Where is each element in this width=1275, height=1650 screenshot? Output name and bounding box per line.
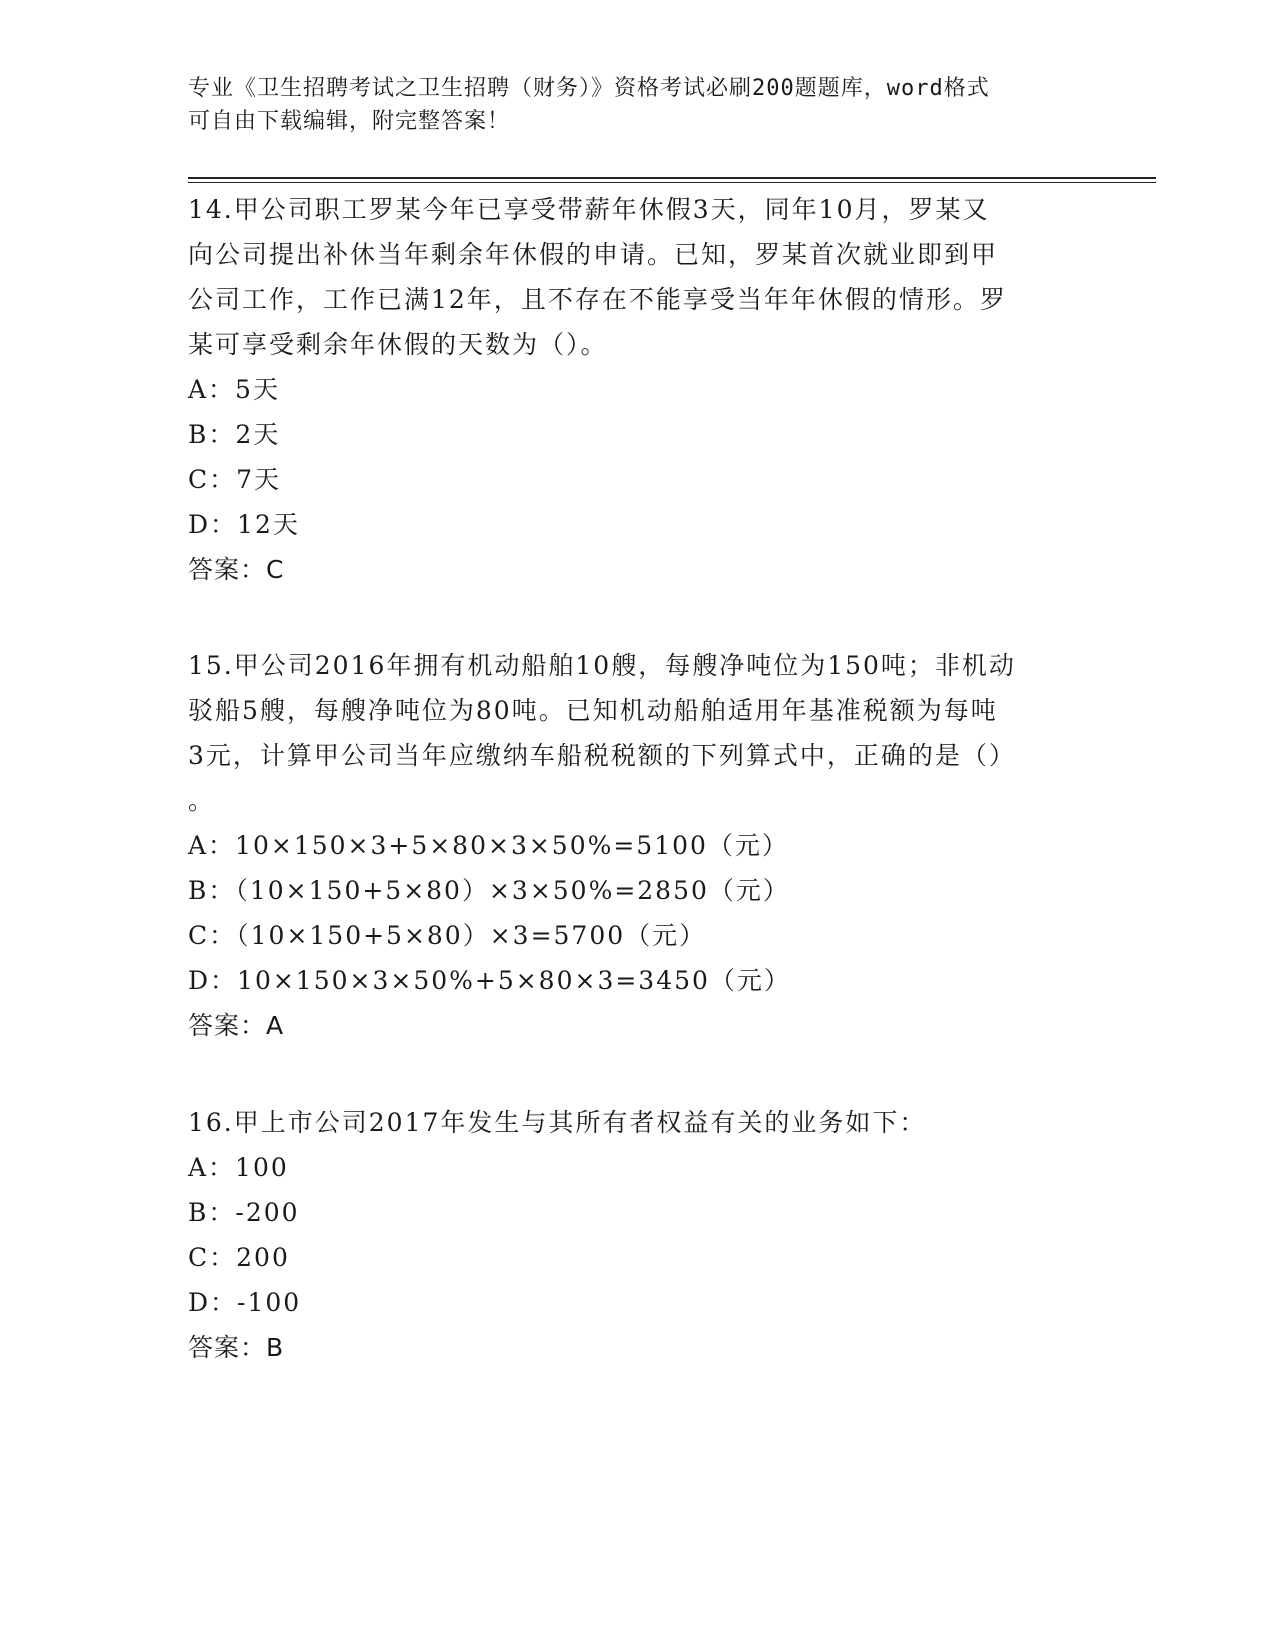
option-d: D：-100 (188, 1288, 302, 1317)
question-16 (188, 1100, 1088, 1370)
option-c: C：（10×150+5×80）×3=5700（元） (188, 921, 707, 950)
answer-line: 答案：B (188, 1333, 285, 1362)
header-divider-thick (188, 177, 1156, 179)
answer-line: 答案：A (188, 1011, 285, 1040)
option-c: C：7天 (188, 465, 282, 494)
question-text-line: 3元，计算甲公司当年应缴纳车船税税额的下列算式中，正确的是（） (188, 741, 1016, 770)
question-text-line: 公司工作，工作已满12年，且不存在不能享受当年年休假的情形。罗 (188, 285, 1007, 314)
header-line-2: 可自由下载编辑，附完整答案！ (188, 109, 511, 134)
document-header (188, 72, 1088, 138)
option-b: B：-200 (188, 1198, 300, 1227)
question-text-line: 。 (188, 786, 216, 815)
question-15 (188, 643, 1088, 1048)
option-a: A：10×150×3+5×80×3×50%=5100（元） (188, 831, 789, 860)
question-text-line: 驳船5艘，每艘净吨位为80吨。已知机动船舶适用年基准税额为每吨 (188, 696, 998, 725)
question-text-line: 向公司提出补休当年剩余年休假的申请。已知，罗某首次就业即到甲 (188, 240, 999, 269)
option-b: B：2天 (188, 420, 281, 449)
header-divider-thin (188, 182, 1156, 183)
question-14 (188, 187, 1088, 592)
option-c: C：200 (188, 1243, 290, 1272)
option-a: A：100 (188, 1153, 289, 1182)
question-text-line: 15.甲公司2016年拥有机动船舶10艘，每艘净吨位为150吨；非机动 (188, 651, 1016, 680)
option-a: A：5天 (188, 375, 280, 404)
option-b: B：（10×150+5×80）×3×50%=2850（元） (188, 876, 790, 905)
question-text-line: 某可享受剩余年休假的天数为（）。 (188, 330, 608, 359)
option-d: D：10×150×3×50%+5×80×3=3450（元） (188, 966, 791, 995)
question-text-line: 16.甲上市公司2017年发生与其所有者权益有关的业务如下： (188, 1108, 927, 1137)
option-d: D：12天 (188, 510, 300, 539)
answer-line: 答案：C (188, 555, 285, 584)
question-text-line: 14.甲公司职工罗某今年已享受带薪年休假3天，同年10月，罗某又 (188, 195, 990, 224)
header-line-1: 专业《卫生招聘考试之卫生招聘（财务）》资格考试必刷200题题库，word格式 (188, 76, 990, 101)
